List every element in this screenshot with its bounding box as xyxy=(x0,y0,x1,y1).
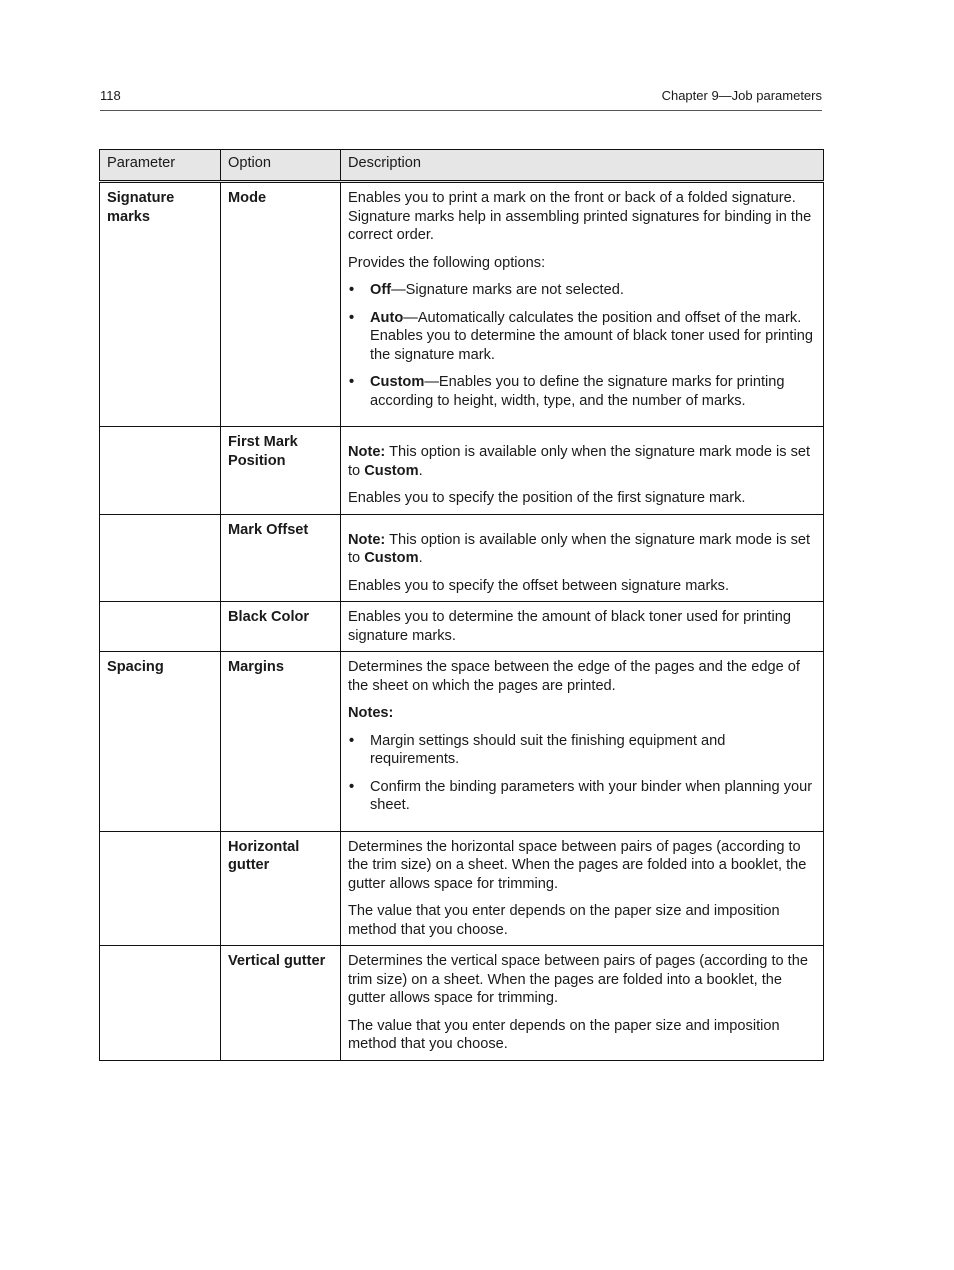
parameter-cell xyxy=(100,946,221,1061)
note-value: Custom xyxy=(364,550,419,566)
table-row xyxy=(100,602,824,652)
note-end: . xyxy=(418,550,423,566)
description-text: Enables you to specify the position of the first signature mark. xyxy=(348,490,746,506)
description-cell xyxy=(341,427,824,515)
column-header-option: Option xyxy=(221,150,341,182)
description-cell xyxy=(341,182,824,427)
description-cell xyxy=(341,602,824,652)
option-text: —Automatically calculates the position and offset of the mark. Enables you to determine the amount of black toner used for printing the signature mark. xyxy=(370,309,813,363)
note-text xyxy=(348,443,816,480)
column-header-parameter: Parameter xyxy=(100,150,221,182)
table-header-row xyxy=(100,150,824,182)
options-list xyxy=(348,281,816,410)
table-row xyxy=(100,946,824,1061)
option-term: Custom xyxy=(370,374,425,390)
option-term: Off xyxy=(370,282,392,298)
chapter-title: Chapter 9—Job parameters xyxy=(661,88,822,103)
description-text: Determines the space between the edge of the pages and the edge of the sheet on which the pages are printed. xyxy=(348,659,800,694)
option-cell: Mode xyxy=(221,182,341,427)
description-lead: Provides the following options: xyxy=(348,254,546,271)
option-cell: First Mark Position xyxy=(221,427,341,515)
parameter-cell xyxy=(100,514,221,602)
note-end: . xyxy=(418,462,423,479)
description-text: Determines the horizontal space between pairs of pages (according to the trim size) on a sheet. When the pages are folded into a booklet, the gutter allows space for trimming. xyxy=(348,838,807,892)
option-text: —Signature marks are not selected. xyxy=(391,282,624,298)
description-text-2: The value that you enter depends on the paper size and imposition method that you choose. xyxy=(348,1017,780,1052)
table-row xyxy=(100,182,824,427)
note-value: Custom xyxy=(364,462,419,479)
list-item: • Margin settings should suit the finishing equipment and requirements. xyxy=(348,732,816,769)
description-cell xyxy=(341,831,824,946)
parameter-cell xyxy=(100,831,221,946)
description-cell xyxy=(341,652,824,832)
description-text: Enables you to print a mark on the front or back of a folded signature. Signature marks help in assembling printed signatures for binding in the correct order. xyxy=(348,190,812,243)
job-parameters-table xyxy=(99,149,824,1061)
description-text-2: The value that you enter depends on the paper size and imposition method that you choose. xyxy=(348,903,780,938)
notes-list xyxy=(348,732,816,815)
list-item xyxy=(348,373,816,410)
table-row xyxy=(100,831,824,946)
note-text xyxy=(348,531,816,568)
option-cell: Vertical gutter xyxy=(221,946,341,1061)
page-number: 118 xyxy=(100,88,121,103)
column-header-description: Description xyxy=(341,150,824,182)
table-row xyxy=(100,652,824,832)
description-cell xyxy=(341,946,824,1061)
description-text: Enables you to determine the amount of black toner used for printing signature marks. xyxy=(348,609,791,644)
parameter-cell xyxy=(100,427,221,515)
option-cell: Margins xyxy=(221,652,341,832)
list-item: • Confirm the binding parameters with your binder when planning your sheet. xyxy=(348,778,816,815)
option-term: Auto xyxy=(370,309,404,326)
parameter-cell xyxy=(100,602,221,652)
option-cell: Black Color xyxy=(221,602,341,652)
option-text: —Enables you to define the signature marks for printing according to height, width, type, and the number of marks. xyxy=(370,374,785,409)
option-cell: Horizontal gutter xyxy=(221,831,341,946)
note-body: This option is available only when the signature mark mode is set to xyxy=(348,531,811,566)
note-label: Note: xyxy=(348,444,386,460)
table-row xyxy=(100,427,824,515)
description-text: Determines the vertical space between pairs of pages (according to the trim size) on a sheet. When the pages are folded into a booklet, the gutter allows space for trimming. xyxy=(348,953,808,1006)
list-item xyxy=(348,309,816,365)
parameter-cell: Spacing xyxy=(100,652,221,832)
table-row xyxy=(100,514,824,602)
description-cell xyxy=(341,514,824,602)
parameter-cell: Signature marks xyxy=(100,182,221,427)
notes-label: Notes: xyxy=(348,705,394,721)
note-body: This option is available only when the signature mark mode is set to xyxy=(348,444,811,479)
description-text: Enables you to specify the offset between signature marks. xyxy=(348,577,730,594)
list-item xyxy=(348,281,816,300)
note-label: Note: xyxy=(348,531,386,548)
page-header xyxy=(100,88,822,111)
option-cell: Mark Offset xyxy=(221,514,341,602)
